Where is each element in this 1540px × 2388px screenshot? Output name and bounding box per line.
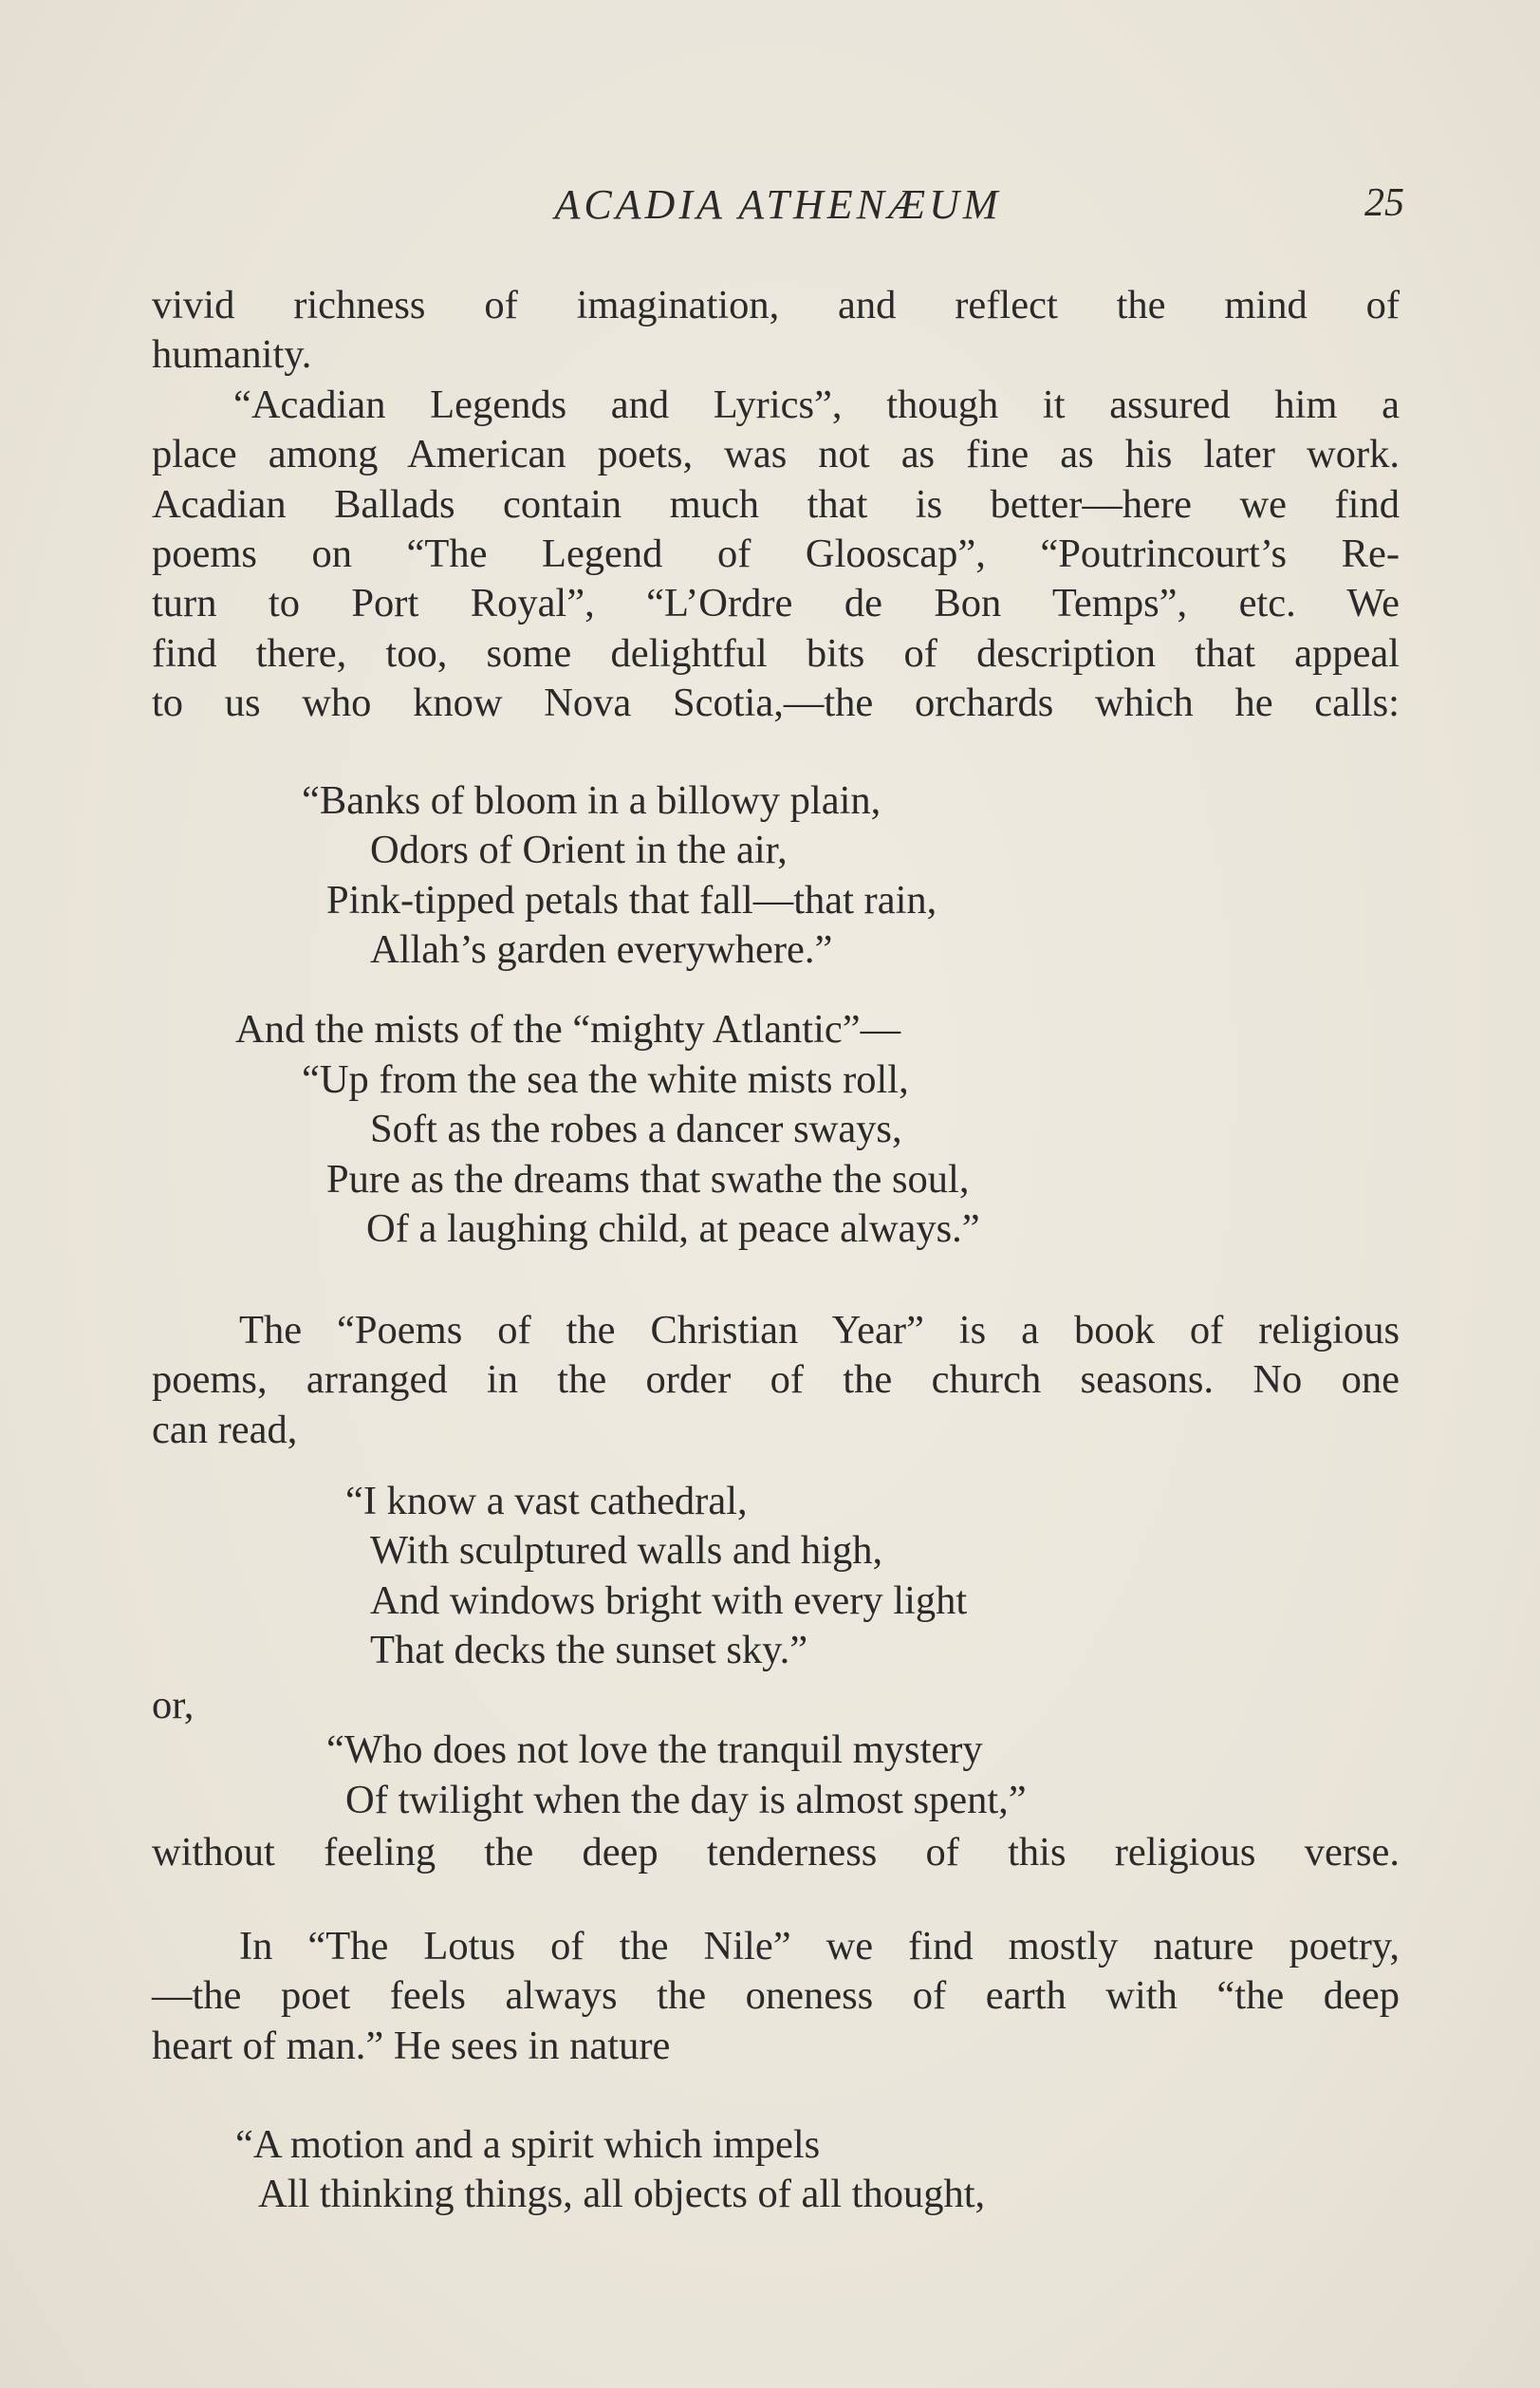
text-line: In “The Lotus of the Nile” we find mostly nature poetry, (239, 1924, 1400, 1968)
text-line: place among American poets, was not as fine as his later work. (152, 432, 1400, 476)
text-line: find there, too, some delightful bits of description that appeal (152, 631, 1400, 676)
verse-line: That decks the sunset sky.” (370, 1628, 808, 1672)
text-line: turn to Port Royal”, “L’Ordre de Bon Temps”, etc. We (152, 581, 1400, 625)
text-line: or, (152, 1683, 195, 1727)
text-line: —the poet feels always the oneness of earth with “the deep (152, 1973, 1400, 2018)
verse-line: Allah’s garden everywhere.” (370, 927, 833, 972)
text-line: humanity. (152, 332, 312, 377)
verse-line: And windows bright with every light (370, 1578, 968, 1623)
running-head: ACADIA ATHENÆUM (554, 181, 1002, 228)
verse-line: All thinking things, all objects of all thought, (258, 2172, 986, 2216)
verse-line: Of twilight when the day is almost spent,” (345, 1778, 1027, 1822)
text-line: to us who know Nova Scotia,—the orchards which he calls: (152, 681, 1400, 725)
page-number: 25 (1364, 181, 1404, 225)
verse-line: With sculptured walls and high, (370, 1528, 883, 1573)
text-line: “Acadian Legends and Lyrics”, though it assured him a (233, 382, 1400, 427)
text-line: vivid richness of imagination, and reflect the mind of (152, 283, 1400, 327)
text-line: heart of man.” He sees in nature (152, 2024, 671, 2068)
text-line: poems, arranged in the order of the church seasons. No one (152, 1357, 1400, 1402)
verse-line: “Up from the sea the white mists roll, (302, 1057, 909, 1102)
verse-line: “I know a vast cathedral, (345, 1479, 748, 1523)
verse-line: Odors of Orient in the air, (370, 828, 788, 872)
verse-line: Soft as the robes a dancer sways, (370, 1107, 902, 1151)
verse-line: “Banks of bloom in a billowy plain, (302, 778, 881, 823)
text-line: without feeling the deep tenderness of this religious verse. (152, 1830, 1400, 1875)
verse-line: Of a laughing child, at peace always.” (366, 1206, 980, 1251)
text-line: can read, (152, 1408, 298, 1452)
verse-line: Pure as the dreams that swathe the soul, (326, 1157, 970, 1202)
text-line: poems on “The Legend of Glooscap”, “Poutrincourt’s Re- (152, 532, 1400, 576)
text-line: The “Poems of the Christian Year” is a book of religious (239, 1308, 1400, 1353)
text-line: Acadian Ballads contain much that is better—here we find (152, 482, 1400, 527)
page-header (152, 180, 1404, 237)
verse-line: Pink-tipped petals that fall—that rain, (326, 878, 937, 923)
verse-line: “A motion and a spirit which impels (235, 2122, 821, 2167)
verse-line: “Who does not love the tranquil mystery (326, 1727, 983, 1772)
text-line: And the mists of the “mighty Atlantic”— (235, 1007, 901, 1052)
